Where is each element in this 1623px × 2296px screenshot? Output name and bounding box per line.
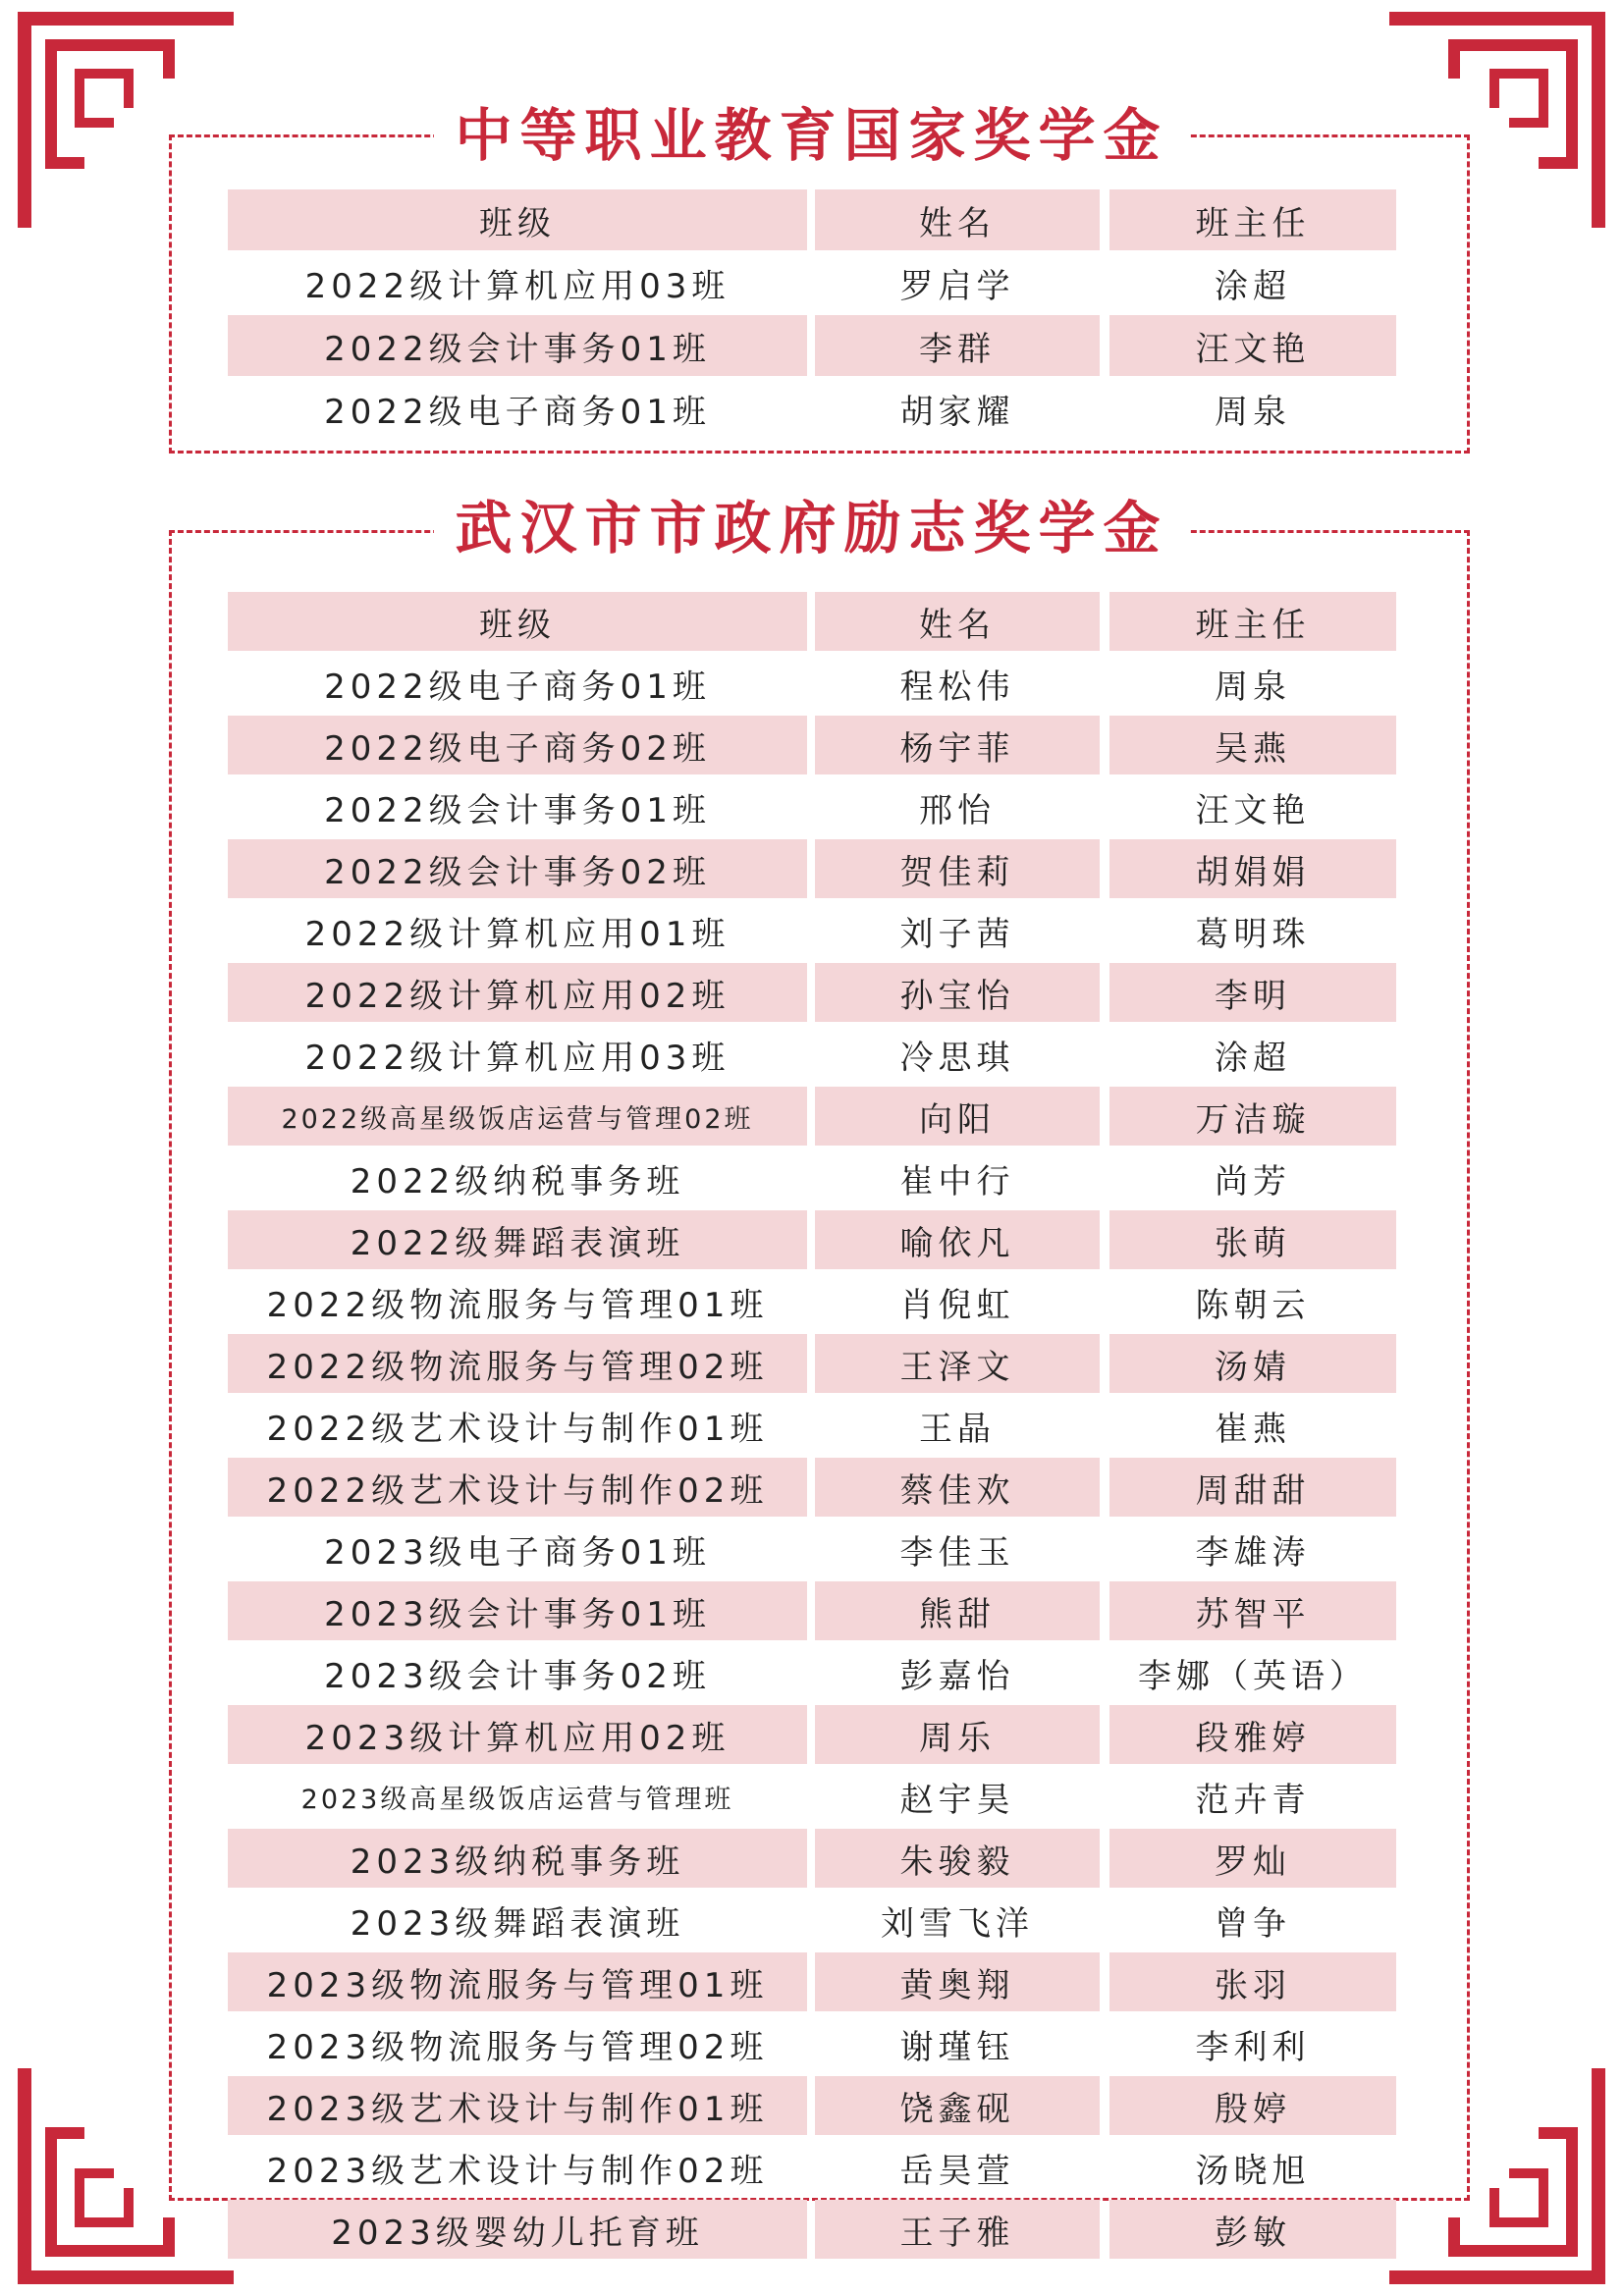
cell-teacher: 苏智平 — [1109, 1581, 1396, 1640]
cell-class: 2023级会计事务02班 — [324, 1656, 711, 1696]
table-row — [228, 963, 1396, 1022]
cell-class: 2022级会计事务02班 — [228, 839, 807, 898]
cell-teacher: 葛明珠 — [1195, 914, 1311, 954]
table-row — [228, 1148, 1396, 1207]
table-row — [228, 2200, 1396, 2259]
cell-class: 2022级高星级饭店运营与管理02班 — [228, 1087, 807, 1146]
cell-class: 2022级计算机应用01班 — [304, 914, 730, 954]
header-teacher: 班主任 — [1109, 592, 1396, 651]
section2-title: 武汉市市政府励志奖学金 — [433, 489, 1189, 567]
header-teacher: 班主任 — [1109, 189, 1396, 250]
cell-teacher: 周泉 — [1215, 667, 1291, 707]
table-row — [228, 378, 1396, 439]
table-header-row — [228, 189, 1396, 250]
header-class: 班级 — [228, 592, 807, 651]
table-row — [228, 1643, 1396, 1702]
cell-class: 2022级计算机应用03班 — [304, 1038, 730, 1078]
table-row — [228, 252, 1396, 313]
cell-teacher: 涂超 — [1215, 1038, 1291, 1078]
cell-class: 2022级电子商务01班 — [324, 667, 711, 707]
cell-name: 彭嘉怡 — [899, 1656, 1015, 1696]
cell-name: 黄奥翔 — [815, 1952, 1100, 2011]
cell-name: 刘雪飞洋 — [881, 1903, 1034, 1944]
cell-name: 邢怡 — [919, 790, 996, 830]
table-row — [228, 839, 1396, 898]
cell-name: 喻依凡 — [815, 1210, 1100, 1269]
cell-teacher: 李利利 — [1195, 2027, 1311, 2067]
cell-class: 2023级物流服务与管理02班 — [266, 2027, 769, 2067]
cell-name: 谢瑾钰 — [899, 2027, 1015, 2067]
cell-teacher: 涂超 — [1215, 266, 1291, 306]
cell-teacher: 周泉 — [1215, 392, 1291, 432]
cell-class: 2022级艺术设计与制作01班 — [266, 1409, 769, 1449]
cell-name: 贺佳莉 — [815, 839, 1100, 898]
cell-teacher: 汤晓旭 — [1195, 2151, 1311, 2191]
cell-teacher: 尚芳 — [1215, 1161, 1291, 1201]
cell-class: 2022级计算机应用02班 — [228, 963, 807, 1022]
table-row — [228, 901, 1396, 960]
cell-teacher: 曾争 — [1215, 1903, 1291, 1944]
cell-name: 熊甜 — [815, 1581, 1100, 1640]
header-name: 姓名 — [815, 189, 1100, 250]
cell-class: 2022级会计事务01班 — [228, 315, 807, 376]
cell-teacher: 汪文艳 — [1109, 315, 1396, 376]
cell-class: 2023级舞蹈表演班 — [350, 1903, 685, 1944]
cell-class: 2023级物流服务与管理01班 — [228, 1952, 807, 2011]
cell-teacher: 张萌 — [1109, 1210, 1396, 1269]
table-row — [228, 1952, 1396, 2011]
table-row — [228, 1334, 1396, 1393]
table-row — [228, 1829, 1396, 1888]
header-name: 姓名 — [815, 592, 1100, 651]
cell-class: 2022级物流服务与管理02班 — [228, 1334, 807, 1393]
table-row — [228, 1210, 1396, 1269]
cell-name: 冷思琪 — [899, 1038, 1015, 1078]
cell-name: 王泽文 — [815, 1334, 1100, 1393]
table-row — [228, 1581, 1396, 1640]
cell-teacher: 汪文艳 — [1195, 790, 1311, 830]
cell-name: 岳昊萱 — [899, 2151, 1015, 2191]
table-row — [228, 654, 1396, 713]
cell-name: 李群 — [815, 315, 1100, 376]
cell-name: 蔡佳欢 — [815, 1458, 1100, 1517]
cell-teacher: 李雄涛 — [1195, 1532, 1311, 1573]
cell-teacher: 范卉青 — [1195, 1780, 1311, 1820]
cell-teacher: 张羽 — [1109, 1952, 1396, 2011]
cell-name: 刘子茜 — [899, 914, 1015, 954]
cell-class: 2023级艺术设计与制作01班 — [228, 2076, 807, 2135]
cell-name: 胡家耀 — [899, 392, 1015, 432]
table-row — [228, 1891, 1396, 1949]
table-row — [228, 716, 1396, 774]
cell-teacher: 段雅婷 — [1109, 1705, 1396, 1764]
cell-class: 2023级婴幼儿托育班 — [228, 2200, 807, 2259]
cell-teacher: 吴燕 — [1109, 716, 1396, 774]
cell-teacher: 罗灿 — [1109, 1829, 1396, 1888]
cell-teacher: 陈朝云 — [1195, 1285, 1311, 1325]
cell-name: 崔中行 — [899, 1161, 1015, 1201]
cell-class: 2023级会计事务01班 — [228, 1581, 807, 1640]
cell-name: 杨宇菲 — [815, 716, 1100, 774]
table-row — [228, 1520, 1396, 1578]
table-row — [228, 1272, 1396, 1331]
table-header-row — [228, 592, 1396, 651]
table-row — [228, 2014, 1396, 2073]
cell-class: 2022级纳税事务班 — [350, 1161, 685, 1201]
cell-class: 2023级艺术设计与制作02班 — [266, 2151, 769, 2191]
table-row — [228, 2076, 1396, 2135]
cell-name: 王晶 — [919, 1409, 996, 1449]
cell-name: 孙宝怡 — [815, 963, 1100, 1022]
table-row — [228, 1458, 1396, 1517]
cell-class: 2022级艺术设计与制作02班 — [228, 1458, 807, 1517]
cell-name: 罗启学 — [899, 266, 1015, 306]
cell-name: 王子雅 — [815, 2200, 1100, 2259]
table-row — [228, 777, 1396, 836]
table-row — [228, 2138, 1396, 2197]
cell-name: 肖倪虹 — [899, 1285, 1015, 1325]
cell-class: 2022级电子商务02班 — [228, 716, 807, 774]
cell-class: 2023级高星级饭店运营与管理班 — [300, 1784, 734, 1815]
header-class: 班级 — [228, 189, 807, 250]
cell-teacher: 彭敏 — [1109, 2200, 1396, 2259]
cell-class: 2022级会计事务01班 — [324, 790, 711, 830]
cell-class: 2022级电子商务01班 — [324, 392, 711, 432]
cell-class: 2022级计算机应用03班 — [304, 266, 730, 306]
cell-name: 李佳玉 — [899, 1532, 1015, 1573]
cell-class: 2023级纳税事务班 — [228, 1829, 807, 1888]
cell-teacher: 殷婷 — [1109, 2076, 1396, 2135]
cell-name: 赵宇昊 — [899, 1780, 1015, 1820]
table-row — [228, 1705, 1396, 1764]
cell-class: 2023级电子商务01班 — [324, 1532, 711, 1573]
section1-table — [228, 189, 1396, 441]
cell-teacher: 汤婧 — [1109, 1334, 1396, 1393]
cell-teacher: 周甜甜 — [1109, 1458, 1396, 1517]
section1-title: 中等职业教育国家奖学金 — [433, 96, 1189, 175]
table-row — [228, 1087, 1396, 1146]
cell-teacher: 崔燕 — [1215, 1409, 1291, 1449]
cell-teacher: 胡娟娟 — [1109, 839, 1396, 898]
table-row — [228, 1025, 1396, 1084]
section2-table — [228, 592, 1396, 2262]
cell-class: 2023级计算机应用02班 — [228, 1705, 807, 1764]
cell-name: 朱骏毅 — [815, 1829, 1100, 1888]
cell-teacher: 李明 — [1109, 963, 1396, 1022]
cell-class: 2022级物流服务与管理01班 — [266, 1285, 769, 1325]
cell-name: 周乐 — [815, 1705, 1100, 1764]
cell-teacher: 李娜（英语） — [1138, 1656, 1368, 1696]
cell-class: 2022级舞蹈表演班 — [228, 1210, 807, 1269]
table-row — [228, 1767, 1396, 1826]
cell-name: 程松伟 — [899, 667, 1015, 707]
cell-name: 向阳 — [815, 1087, 1100, 1146]
table-row — [228, 315, 1396, 376]
cell-teacher: 万洁璇 — [1109, 1087, 1396, 1146]
cell-name: 饶鑫砚 — [815, 2076, 1100, 2135]
table-row — [228, 1396, 1396, 1455]
